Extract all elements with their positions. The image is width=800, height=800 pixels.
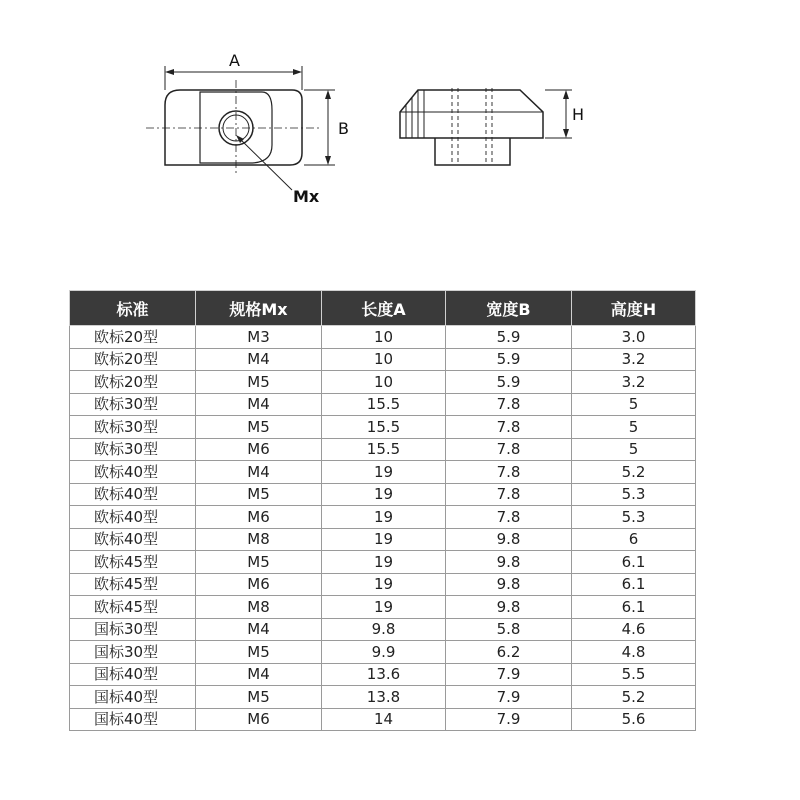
cell-width-b: 5.9 xyxy=(446,326,572,349)
cell-width-b: 9.8 xyxy=(446,528,572,551)
cell-width-b: 9.8 xyxy=(446,551,572,574)
table-row xyxy=(70,596,696,619)
cell-height-h: 6.1 xyxy=(572,596,696,619)
table-row xyxy=(70,506,696,529)
cell-height-h: 3.0 xyxy=(572,326,696,349)
cell-height-h: 5 xyxy=(572,416,696,439)
cell-height-h: 6 xyxy=(572,528,696,551)
cell-standard: 欧标45型 xyxy=(70,551,196,574)
cell-standard: 欧标45型 xyxy=(70,596,196,619)
thread-label-mx: Mx xyxy=(293,187,320,206)
cell-height-h: 6.1 xyxy=(572,551,696,574)
cell-width-b: 7.9 xyxy=(446,708,572,731)
cell-standard: 国标30型 xyxy=(70,618,196,641)
side-view xyxy=(400,88,572,165)
cell-spec: M6 xyxy=(196,573,322,596)
cell-length-a: 13.8 xyxy=(322,686,446,709)
cell-spec: M8 xyxy=(196,528,322,551)
cell-length-a: 13.6 xyxy=(322,663,446,686)
dimension-label-h: H xyxy=(572,105,585,124)
cell-spec: M6 xyxy=(196,506,322,529)
cell-spec: M4 xyxy=(196,663,322,686)
t-nut-technical-drawing xyxy=(0,0,800,290)
cell-height-h: 4.8 xyxy=(572,641,696,664)
cell-spec: M5 xyxy=(196,686,322,709)
cell-height-h: 6.1 xyxy=(572,573,696,596)
cell-standard: 欧标40型 xyxy=(70,483,196,506)
cell-standard: 国标40型 xyxy=(70,686,196,709)
cell-length-a: 19 xyxy=(322,528,446,551)
cell-standard: 欧标40型 xyxy=(70,461,196,484)
cell-standard: 欧标20型 xyxy=(70,371,196,394)
table-row xyxy=(70,551,696,574)
cell-length-a: 9.8 xyxy=(322,618,446,641)
cell-length-a: 19 xyxy=(322,506,446,529)
cell-length-a: 15.5 xyxy=(322,393,446,416)
cell-width-b: 7.8 xyxy=(446,438,572,461)
table-row xyxy=(70,708,696,731)
cell-width-b: 7.9 xyxy=(446,686,572,709)
cell-spec: M5 xyxy=(196,641,322,664)
cell-standard: 欧标20型 xyxy=(70,326,196,349)
cell-width-b: 9.8 xyxy=(446,573,572,596)
cell-length-a: 15.5 xyxy=(322,416,446,439)
cell-spec: M4 xyxy=(196,618,322,641)
cell-height-h: 5.2 xyxy=(572,461,696,484)
cell-width-b: 7.9 xyxy=(446,663,572,686)
table-row xyxy=(70,686,696,709)
cell-width-b: 6.2 xyxy=(446,641,572,664)
cell-width-b: 7.8 xyxy=(446,483,572,506)
cell-spec: M3 xyxy=(196,326,322,349)
cell-length-a: 15.5 xyxy=(322,438,446,461)
cell-height-h: 5 xyxy=(572,393,696,416)
table-row xyxy=(70,663,696,686)
table-row xyxy=(70,528,696,551)
table-row xyxy=(70,393,696,416)
table-row xyxy=(70,416,696,439)
cell-width-b: 7.8 xyxy=(446,416,572,439)
cell-standard: 欧标30型 xyxy=(70,393,196,416)
cell-length-a: 10 xyxy=(322,348,446,371)
cell-spec: M4 xyxy=(196,348,322,371)
cell-spec: M4 xyxy=(196,393,322,416)
specification-table xyxy=(69,290,696,731)
dimension-label-a: A xyxy=(229,51,240,70)
cell-height-h: 5.5 xyxy=(572,663,696,686)
table-row xyxy=(70,461,696,484)
cell-length-a: 19 xyxy=(322,483,446,506)
cell-height-h: 5.3 xyxy=(572,483,696,506)
cell-standard: 国标40型 xyxy=(70,708,196,731)
header-spec: 规格Mx xyxy=(196,291,322,326)
cell-spec: M5 xyxy=(196,371,322,394)
table-body xyxy=(70,326,696,731)
cell-width-b: 7.8 xyxy=(446,393,572,416)
table-row xyxy=(70,438,696,461)
cell-length-a: 10 xyxy=(322,326,446,349)
cell-width-b: 9.8 xyxy=(446,596,572,619)
cell-standard: 欧标40型 xyxy=(70,506,196,529)
cell-width-b: 5.9 xyxy=(446,348,572,371)
cell-standard: 欧标40型 xyxy=(70,528,196,551)
cell-width-b: 5.9 xyxy=(446,371,572,394)
cell-length-a: 10 xyxy=(322,371,446,394)
table-row xyxy=(70,573,696,596)
cell-height-h: 3.2 xyxy=(572,371,696,394)
cell-length-a: 9.9 xyxy=(322,641,446,664)
header-width-b: 宽度B xyxy=(446,291,572,326)
table-row xyxy=(70,641,696,664)
cell-length-a: 14 xyxy=(322,708,446,731)
cell-standard: 欧标45型 xyxy=(70,573,196,596)
cell-spec: M6 xyxy=(196,708,322,731)
cell-width-b: 7.8 xyxy=(446,461,572,484)
cell-standard: 国标40型 xyxy=(70,663,196,686)
cell-spec: M8 xyxy=(196,596,322,619)
cell-height-h: 4.6 xyxy=(572,618,696,641)
table-row xyxy=(70,371,696,394)
dimension-label-b: B xyxy=(338,119,349,138)
cell-standard: 国标30型 xyxy=(70,641,196,664)
header-standard: 标准 xyxy=(70,291,196,326)
cell-width-b: 5.8 xyxy=(446,618,572,641)
top-view xyxy=(146,66,335,190)
table-row xyxy=(70,348,696,371)
cell-standard: 欧标30型 xyxy=(70,416,196,439)
cell-height-h: 5.3 xyxy=(572,506,696,529)
cell-spec: M6 xyxy=(196,438,322,461)
cell-height-h: 5.6 xyxy=(572,708,696,731)
table-row xyxy=(70,618,696,641)
cell-height-h: 3.2 xyxy=(572,348,696,371)
cell-standard: 欧标20型 xyxy=(70,348,196,371)
cell-length-a: 19 xyxy=(322,573,446,596)
cell-height-h: 5.2 xyxy=(572,686,696,709)
table-row xyxy=(70,326,696,349)
cell-standard: 欧标30型 xyxy=(70,438,196,461)
cell-length-a: 19 xyxy=(322,551,446,574)
cell-width-b: 7.8 xyxy=(446,506,572,529)
header-height-h: 高度H xyxy=(572,291,696,326)
cell-spec: M4 xyxy=(196,461,322,484)
cell-spec: M5 xyxy=(196,483,322,506)
cell-length-a: 19 xyxy=(322,461,446,484)
table-row xyxy=(70,483,696,506)
header-length-a: 长度A xyxy=(322,291,446,326)
cell-length-a: 19 xyxy=(322,596,446,619)
table-header-row xyxy=(70,291,696,326)
cell-height-h: 5 xyxy=(572,438,696,461)
cell-spec: M5 xyxy=(196,416,322,439)
cell-spec: M5 xyxy=(196,551,322,574)
